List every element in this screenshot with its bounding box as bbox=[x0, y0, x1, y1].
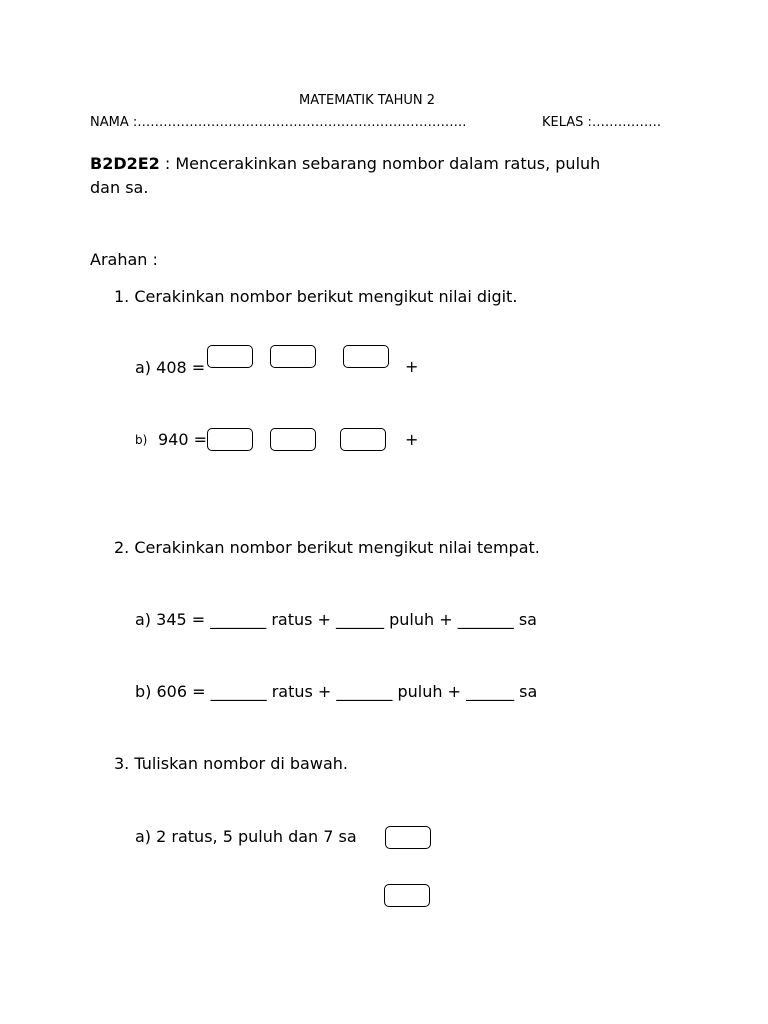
q1b-plus-sign: + bbox=[405, 430, 419, 449]
q3a-answer-box[interactable] bbox=[385, 826, 431, 849]
objective-line-1 bbox=[90, 154, 600, 173]
objective-text: : Mencerakinkan sebarang nombor dalam ratus, puluh bbox=[159, 154, 601, 173]
q2b-text: b) 606 = _______ ratus + _______ puluh + ______ sa bbox=[135, 682, 538, 701]
objective-code: B2D2E2 bbox=[90, 154, 160, 173]
q1a-answer-box-3[interactable] bbox=[343, 345, 389, 368]
q1b-answer-box-1[interactable] bbox=[207, 428, 253, 451]
q1a-answer-box-2[interactable] bbox=[270, 345, 316, 368]
q1b-label: 940 = bbox=[158, 430, 208, 449]
q3-heading: 3. Tuliskan nombor di bawah. bbox=[114, 754, 348, 773]
q2a-text: a) 345 = _______ ratus + ______ puluh + _______ sa bbox=[135, 610, 537, 629]
nama-field-label: NAMA :…………………………………………………………………. bbox=[90, 115, 467, 130]
q1a-label: a) 408 = bbox=[135, 358, 206, 377]
q2-heading: 2. Cerakinkan nombor berikut mengikut nilai tempat. bbox=[114, 538, 540, 557]
q1-heading: 1. Cerakinkan nombor berikut mengikut nilai digit. bbox=[114, 287, 518, 306]
q1a-plus-sign: + bbox=[405, 357, 419, 376]
q1b-answer-box-2[interactable] bbox=[270, 428, 316, 451]
q1b-answer-box-3[interactable] bbox=[340, 428, 386, 451]
kelas-field-label: KELAS :……………. bbox=[542, 115, 662, 130]
worksheet-title: MATEMATIK TAHUN 2 bbox=[299, 93, 436, 108]
objective-line-2: dan sa. bbox=[90, 178, 149, 197]
q1a-answer-box-1[interactable] bbox=[207, 345, 253, 368]
instructions-label: Arahan : bbox=[90, 250, 158, 269]
q3b-answer-box[interactable] bbox=[384, 884, 430, 907]
q3a-text: a) 2 ratus, 5 puluh dan 7 sa bbox=[135, 827, 357, 846]
q1b-prefix: b) bbox=[135, 433, 148, 447]
